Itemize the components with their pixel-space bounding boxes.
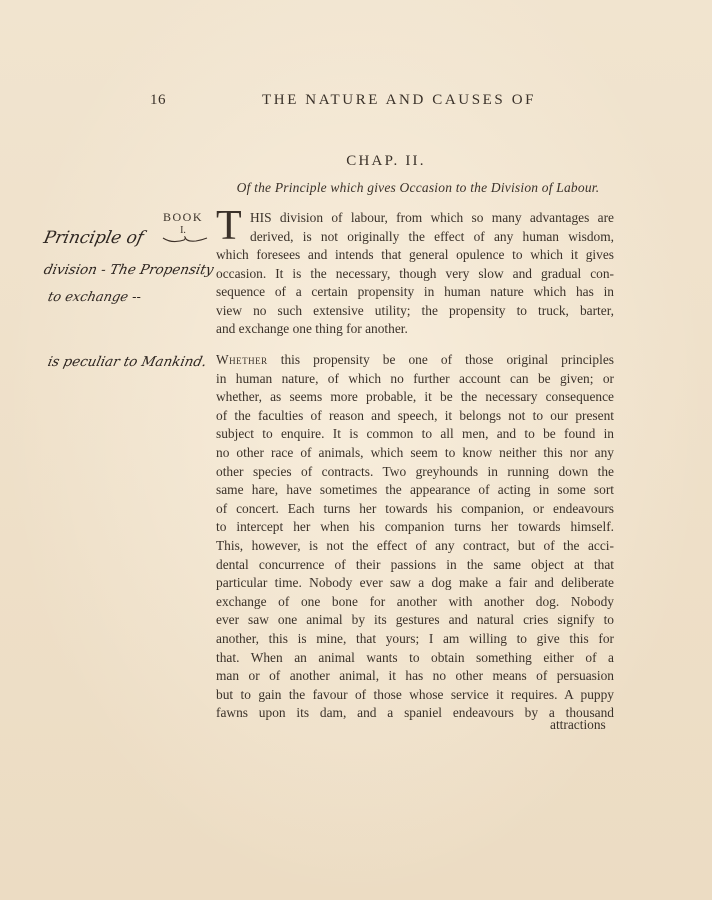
margin-note-principle: Principle of	[41, 228, 146, 248]
text-line: to intercept her when his companion turns her towards himself.	[216, 519, 614, 535]
book-roman: I.	[180, 225, 186, 236]
text-line: no other race of animals, which seem to know neither this nor any	[216, 444, 614, 460]
text-line: HIS division of labour, from which so many advantages are	[250, 210, 614, 225]
text-fragment: this propensity be one of those original principles	[280, 352, 614, 367]
paragraph-1-body	[216, 246, 614, 339]
text-line: fawns upon its dam, and a spaniel endeavours by a thousand	[216, 705, 614, 721]
text-line: same hare, have sometimes the appearance of acting in some sort	[216, 482, 614, 498]
text-line: subject to enquire. It is common to all men, and to be found in	[216, 426, 614, 442]
text-line: of concert. Each turns her towards his companion, or endeavours	[216, 500, 614, 516]
text-line: but to gain the favour of those whose service it requires. A puppy	[216, 686, 614, 702]
running-title: THE NATURE AND CAUSES OF	[262, 92, 537, 108]
text-line: that. When an animal wants to obtain something either of a	[216, 649, 614, 665]
margin-note-mankind: is peculiar to Mankind.	[46, 354, 209, 370]
margin-note-exchange: to exchange --	[46, 290, 143, 305]
text-line: and exchange one thing for another.	[216, 321, 408, 337]
margin-note-division: division - The Propensity	[42, 262, 216, 278]
text-line: of the faculties of reason and speech, it belongs not to our present	[216, 407, 614, 423]
chapter-heading: CHAP. II.	[346, 153, 426, 169]
text-line: occasion. It is the necessary, though very slow and gradual con-	[216, 265, 614, 281]
text-line: which foresees and intends that general opulence to which it gives	[216, 247, 614, 262]
text-line	[216, 351, 614, 370]
chapter-subtitle: Of the Principle which gives Occasion to the Division of Labour.	[236, 180, 600, 195]
text-line: ever saw one animal by its gestures and natural cries signify to	[216, 612, 614, 628]
paragraph-1-lead	[250, 209, 614, 246]
text-line: derived, is not originally the effect of any human wisdom,	[250, 228, 614, 244]
book-word: BOOK	[162, 210, 203, 224]
text-line: sequence of a certain propensity in human nature which has in	[216, 284, 614, 300]
running-head	[150, 92, 620, 112]
catchword: attractions	[550, 717, 606, 732]
drop-cap: T	[216, 203, 242, 249]
text-line: another, this is mine, that yours; I am willing to give this for	[216, 630, 614, 646]
text-line: This, however, is not the effect of any contract, but of the acci-	[216, 537, 614, 553]
text-line: whether, as seems more probable, it be the necessary consequence	[216, 389, 614, 405]
text-line: particular time. Nobody ever saw a dog make a fair and deliberate	[216, 575, 614, 591]
text-line: man or of another animal, it has no other means of persuasion	[216, 668, 614, 684]
text-line: in human nature, of which no further account can be given; or	[216, 370, 614, 386]
text-line: view no such extensive utility; the propensity to truck, barter,	[216, 302, 614, 318]
page-number: 16	[150, 92, 166, 108]
text-line: exchange of one bone for another with another dog. Nobody	[216, 593, 614, 609]
paragraph-2	[216, 351, 614, 723]
opening-word: Whether	[216, 352, 268, 367]
text-line: other species of contracts. Two greyhounds in running down the	[216, 463, 614, 479]
text-line: dental concurrence of their passions in the same object at that	[216, 556, 614, 572]
